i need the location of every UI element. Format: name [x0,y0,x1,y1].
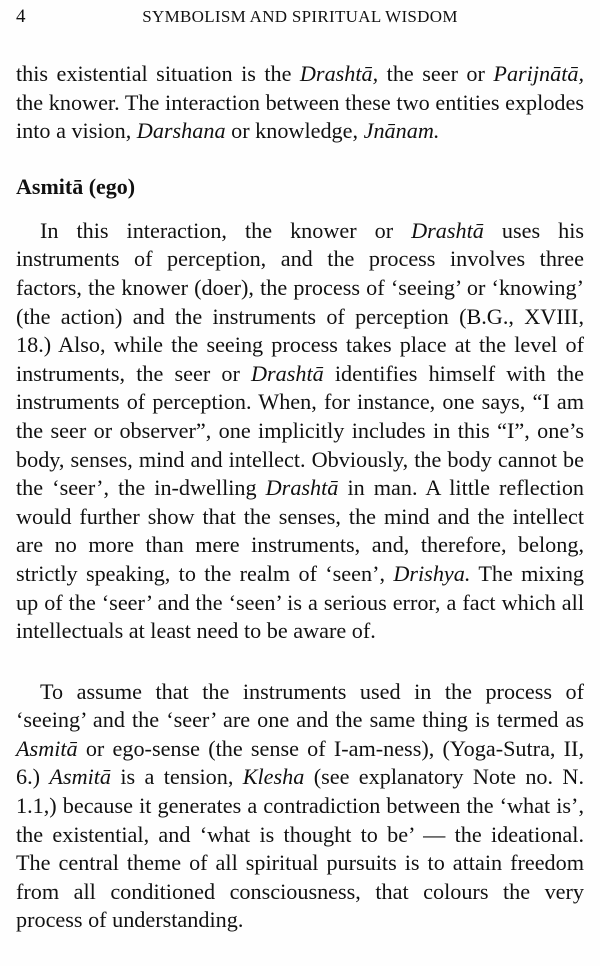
section-heading: Asmitā (ego) [16,173,136,199]
running-title: SYMBOLISM AND SPIRITUAL WISDOM [142,7,458,26]
page-number: 4 [16,6,26,27]
paragraph-2: In this interaction, the knower or Drashtā uses his instruments of perception, and the process involves three factors, the knower (doer), the process of ‘seeing’ or ‘knowing’ (the action) and the instruments of perception (B.G., XVIII, 18.) Also, while the seeing process takes place at the level of instruments, the seer or Drashtā identifies himself with the instruments of perception. When, for instance, one says, “I am the seer or observer”, one implicitly includes in this “I”, one’s body, senses, mind and intellect. Obviously, the body cannot be the ‘seer’, the in-dwelling Drashtā in man. A little reflection would further show that the senses, the mind and the intellect are no more than mere instruments, and, therefore, belong, strictly speaking, to the realm of ‘seen’, Drishya. The mixing up of the ‘seer’ and the ‘seen’ is a serious error, a fact which all intellectuals at least need to be aware of. [16,217,585,644]
paragraph-3: To assume that the instruments used in the process of ‘seeing’ and the ‘seer’ are one and the same thing is termed as Asmitā or ego-sense (the sense of I-am-ness), (Yoga-Sutra, II, 6.) Asmitā is a tension, Klesha (see explanatory Note no. N. 1.1,) because it generates a contradiction between the ‘what is’, the existential, and ‘what is thought to be’ — the ideational. The central theme of all spiritual pursuits is to attain freedom from all conditioned consciousness, that colours the very process of understanding. [16,678,584,933]
page-header [12,4,588,28]
page-body [16,60,584,935]
paragraph-1: this existential situation is the Drashtā, the seer or Parijnātā, the knower. The interaction between these two entities explodes into a vision, Darshana or knowledge, Jnānam. [16,61,584,144]
